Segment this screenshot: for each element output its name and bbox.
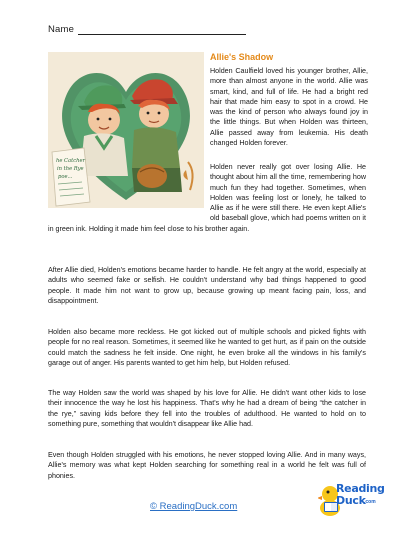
poem-line-1: he Catcher: [56, 158, 86, 164]
paragraph-1: Holden Caulfield loved his younger brother, Allie, more than almost anyone in the world. Allie was smart, kind, and full of life. He had a bright red hair that made him easy to spot in a crowd. He was the kind of person who always found joy in the little things. But when Holden was thirteen, Allie passed away from leukemia. His death changed Holden forever.: [210, 67, 368, 147]
readingduck-logo: [318, 474, 385, 522]
name-field[interactable]: [78, 25, 246, 35]
story-title: Allie's Shadow: [210, 52, 274, 62]
poem-line-3: poe...: [58, 174, 73, 180]
name-row: [48, 24, 246, 35]
readingduck-link[interactable]: [150, 501, 237, 512]
logo-reading-text: Reading: [336, 482, 385, 495]
paragraph-4: Holden also became more reckless. He got kicked out of multiple schools and picked fights with people for no real reason. Sometimes, it seemed like he wanted to get hurt, as if pain on the outside could match the sadness he felt inside. One night, he even broke all the windows in his family's garage out of anger. His parents wanted to get him help, but Holden refused.: [48, 328, 366, 367]
logo-com-text: .com: [364, 499, 376, 505]
readingduck-link-text: © ReadingDuck.com: [150, 501, 238, 512]
paragraph-2-text: Holden never really got over losing Allie. He thought about him all the time, remembering how much fun they had together. Sometimes, when Holden was feeling lost or lonely, he talked to Allie as if he were still there. He even kept Allie's old baseball glove, which had poems written on it in green ink. Holding it made him feel close to his brother again.: [48, 163, 366, 233]
paragraph-2: [48, 162, 366, 234]
name-label: Name: [48, 24, 75, 35]
paragraph-5: The way Holden saw the world was shaped by his love for Allie. He didn't want other kids to lose their innocence the way he lost his happiness. That's why he had a dream of being “the catcher in the rye,” saving kids before they fell into the troubles of adulthood. He wanted to hold on to something pure, something that wouldn't disappear like Allie had.: [48, 389, 366, 428]
logo-duck-text: Duck: [336, 494, 366, 507]
paragraph-6: Even though Holden struggled with his emotions, he never stopped loving Allie. And in many ways, Allie's memory was what kept Holden searching for something real in a world he felt was full of phonies.: [48, 451, 366, 480]
poem-line-2: in the Rye: [57, 166, 84, 172]
paragraph-3: After Allie died, Holden's emotions became harder to handle. He felt angry at the world, especially at adults who seemed fake or selfish. He couldn't understand why bad things happened to good people. It made him not want to grow up, because growing up meant facing pain, loss, and disappointment.: [48, 266, 366, 305]
